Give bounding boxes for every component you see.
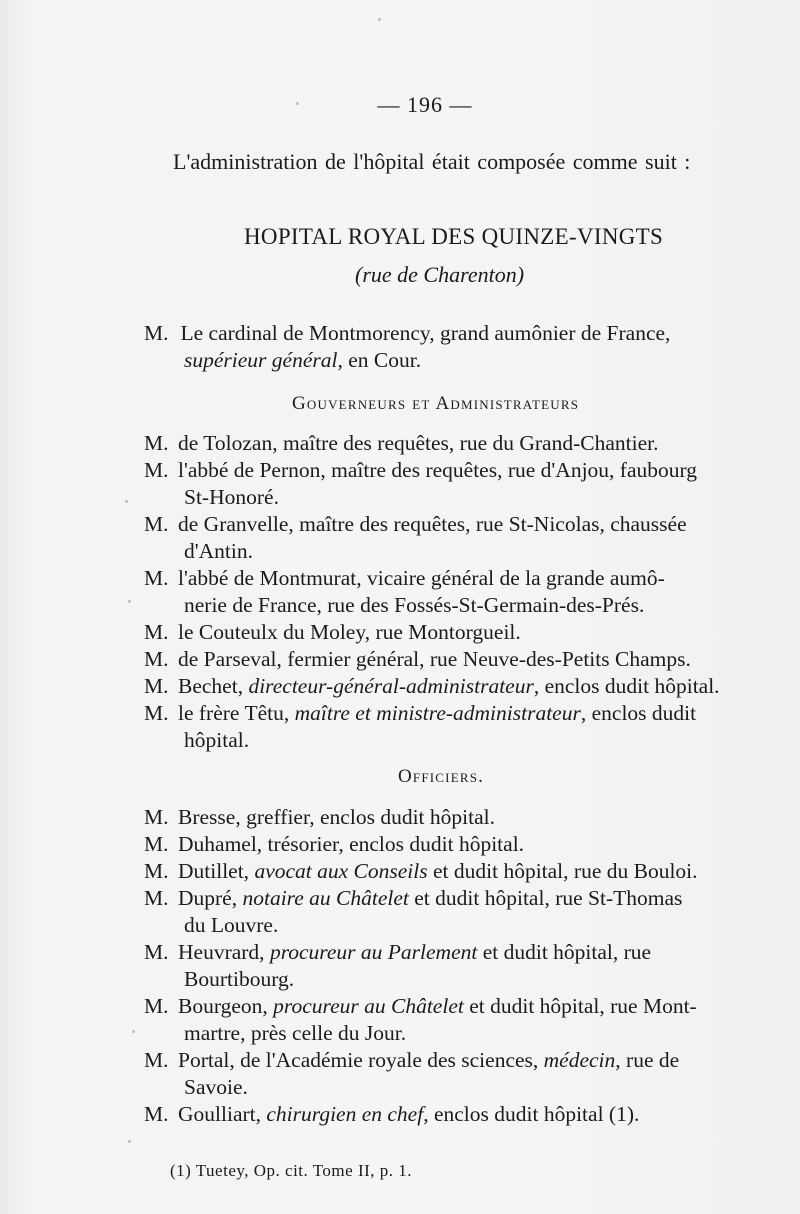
page-number: — 196 — (377, 92, 473, 117)
governor-entry-continued: St-Honoré. (184, 485, 279, 509)
entry-prefix: M. (144, 566, 169, 590)
governor-entry-continued: nerie de France, rue des Fossés-St-Germain-des-Prés. (184, 593, 645, 617)
entry-prefix: M. (144, 674, 169, 698)
entry-text: l'abbé de Montmurat, vicaire général de la grande aumô- (178, 566, 665, 590)
governor-entry (144, 565, 768, 592)
footnote: (1) Tuetey, Op. cit. Tome II, p. 1. (170, 1161, 413, 1180)
governor-entry (144, 619, 768, 646)
entry-text: le frère Têtu, (178, 701, 295, 725)
hospital-address-text: (rue de Charenton) (355, 262, 525, 287)
entry-text: , rue de (615, 1048, 680, 1072)
entry-text: Bechet, (178, 674, 249, 698)
entry-text: de Parseval, fermier général, rue Neuve-des-Petits Champs. (178, 647, 691, 671)
officer-entry (144, 858, 768, 885)
entry-title-italic: notaire au Châtelet (242, 886, 409, 910)
entry-prefix: M. (144, 859, 169, 883)
entry-title-italic: maître et ministre-administrateur (294, 701, 581, 725)
governors-heading: Gouverneurs et Administrateurs (292, 393, 580, 414)
scan-speck (125, 500, 128, 503)
entry-text: l'abbé de Pernon, maître des requêtes, rue d'Anjou, faubourg (178, 458, 698, 482)
entry-prefix: M. (144, 994, 169, 1018)
entry-prefix: M. (144, 647, 169, 671)
officer-entry (144, 885, 768, 912)
officer-entry (144, 993, 768, 1020)
governor-entry (144, 700, 768, 727)
officer-entry (144, 831, 768, 858)
governor-entry-continued: d'Antin. (184, 539, 253, 563)
entry-text: Goulliart, (178, 1102, 267, 1126)
entry-title-italic: procureur au Parlement (269, 940, 478, 964)
entry-title-italic: chirurgien en chef (266, 1102, 424, 1126)
entry-title-italic: avocat aux Conseils (254, 859, 428, 883)
officer-entry-continued: martre, près celle du Jour. (184, 1021, 407, 1045)
entry-prefix: M. (144, 701, 169, 725)
entry-prefix: M. (144, 886, 169, 910)
entry-text: et dudit hôpital, rue du Bouloi. (427, 859, 698, 883)
governor-entry (144, 430, 768, 457)
entry-line (144, 320, 768, 347)
governor-entry (144, 673, 768, 700)
hospital-title: HOPITAL ROYAL DES QUINZE-VINGTS (244, 224, 664, 249)
scan-speck (128, 1140, 131, 1143)
hospital-address (355, 262, 524, 288)
entry-text: et dudit hôpital, rue (477, 940, 652, 964)
scan-speck (132, 1030, 135, 1033)
officer-entry-continued: Bourtibourg. (184, 967, 295, 991)
entry-prefix: M. (144, 832, 169, 856)
entry-text: , enclos dudit (580, 701, 697, 725)
scan-speck (378, 18, 381, 21)
superior-entry (144, 320, 768, 374)
entry-text: Portal, de l'Académie royale des sciences, (178, 1048, 544, 1072)
entry-text: de Tolozan, maître des requêtes, rue du Grand-Chantier. (178, 431, 659, 455)
entry-title-italic: supérieur général (184, 348, 338, 372)
entry-prefix: M. (144, 940, 169, 964)
entry-prefix: M. (144, 805, 169, 829)
entry-text: Bourgeon, (178, 994, 274, 1018)
entry-text: Heuvrard, (178, 940, 270, 964)
scan-speck (128, 600, 131, 603)
entry-title-italic: procureur au Châtelet (273, 994, 464, 1018)
entry-text: de Granvelle, maître des requêtes, rue St-Nicolas, chaussée (178, 512, 687, 536)
officer-entry (144, 1047, 768, 1074)
governors-list (144, 430, 768, 754)
entry-text: et dudit hôpital, rue St-Thomas (408, 886, 683, 910)
officer-entry (144, 1101, 768, 1128)
entry-text: Dupré, (178, 886, 243, 910)
officer-entry (144, 804, 768, 831)
entry-prefix: M. (144, 1102, 169, 1126)
officers-list (144, 804, 768, 1128)
entry-text: Duhamel, trésorier, enclos dudit hôpital. (178, 832, 525, 856)
entry-prefix: M. (144, 458, 169, 482)
officers-heading: Officiers. (398, 766, 485, 787)
entry-text: Bresse, greffier, enclos dudit hôpital. (178, 805, 495, 829)
officer-entry-continued: du Louvre. (184, 913, 279, 937)
entry-text: et dudit hôpital, rue Mont- (463, 994, 697, 1018)
entry-text: , enclos dudit hôpital. (533, 674, 720, 698)
governor-entry (144, 646, 768, 673)
entry-title-italic: directeur-général-administrateur (248, 674, 534, 698)
entry-text: Dutillet, (178, 859, 255, 883)
entry-text: le Couteulx du Moley, rue Montorgueil. (178, 620, 521, 644)
entry-title-italic: médecin (543, 1048, 616, 1072)
entry-line (144, 347, 768, 374)
entry-prefix: M. (144, 620, 169, 644)
officer-entry-continued: Savoie. (184, 1075, 248, 1099)
entry-text: Le cardinal de Montmorency, grand aumônier de France, (180, 321, 671, 345)
governor-entry (144, 511, 768, 538)
governor-entry (144, 457, 768, 484)
entry-prefix: M. (144, 512, 169, 536)
entry-text: , enclos dudit hôpital (1). (423, 1102, 640, 1126)
entry-text: , en Cour. (337, 348, 422, 372)
entry-prefix: M. (144, 431, 169, 455)
officer-entry (144, 939, 768, 966)
entry-prefix: M. (144, 1048, 169, 1072)
governor-entry-continued: hôpital. (184, 728, 250, 752)
entry-prefix: M. (144, 321, 169, 345)
intro-sentence: L'administration de l'hôpital était composée comme suit : (173, 149, 691, 174)
